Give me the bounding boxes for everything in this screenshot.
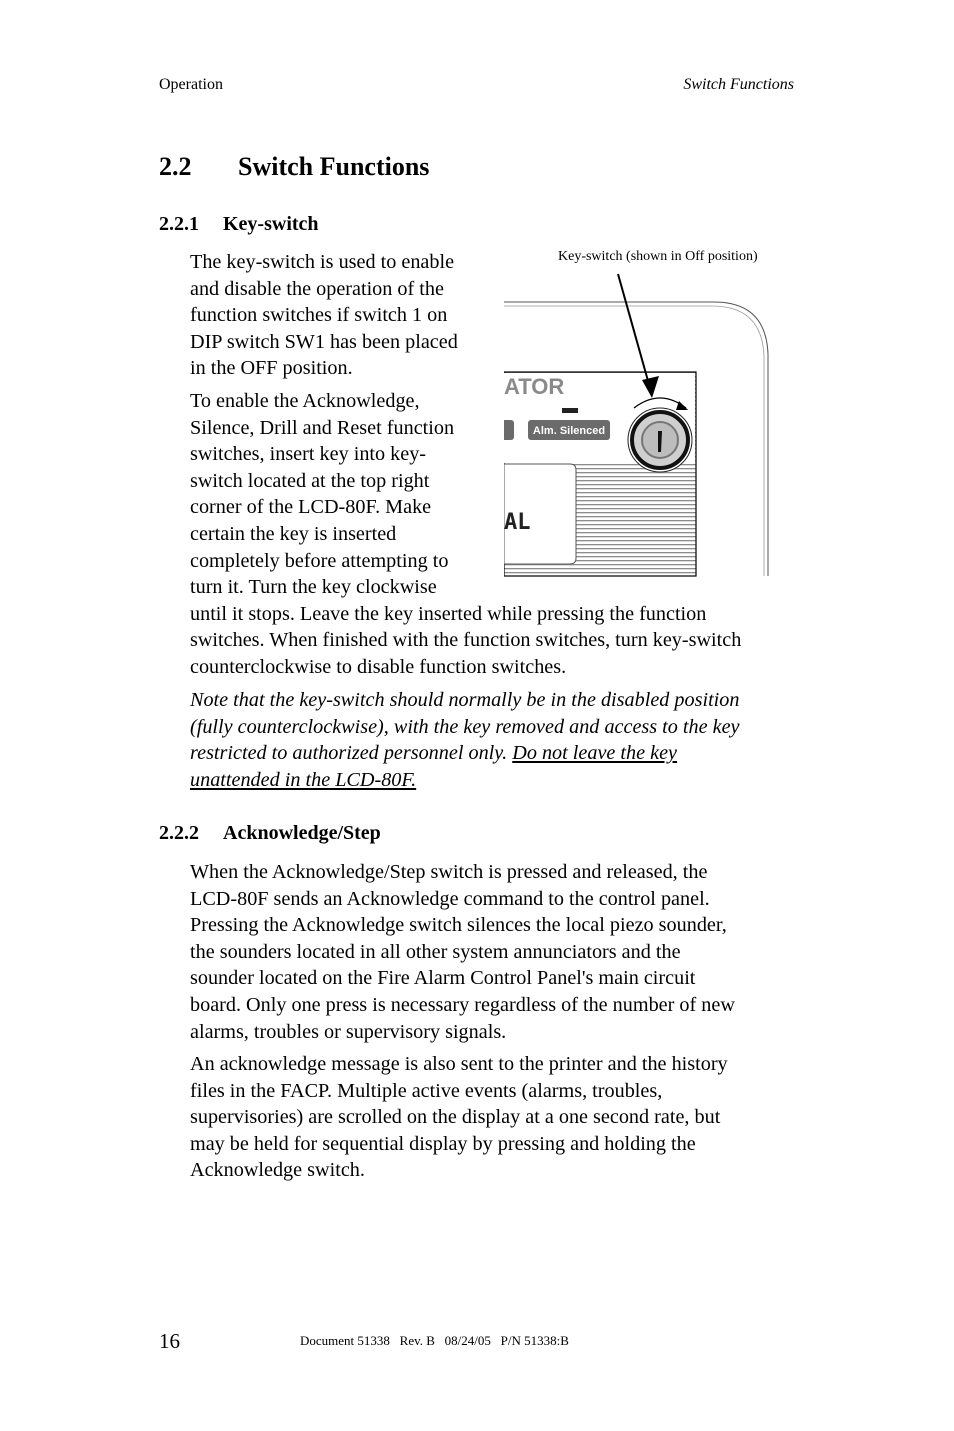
keyswitch-figure (504, 270, 784, 580)
panel-text-top: ATOR (504, 374, 565, 399)
text-line: The key-switch is used to enable (190, 251, 455, 273)
button-label: Alm. Silenced (532, 425, 606, 437)
text-line: and disable the operation of the (190, 277, 444, 300)
text-line: in the OFF position. (190, 357, 353, 380)
note-warning: unattended in the LCD-80F. (190, 768, 417, 791)
section-title-text: Switch Functions (238, 152, 430, 181)
page-number: 16 (159, 1329, 180, 1353)
text-line: certain the key is inserted (190, 522, 397, 545)
text-line (190, 767, 800, 794)
text-line: When the Acknowledge/Step switch is pressed and released, the (190, 861, 708, 883)
subsection-title: Acknowledge/Step (223, 822, 381, 844)
acknowledge-paragraph-1 (190, 859, 800, 1045)
keyswitch-note (190, 687, 800, 793)
text-line: the sounders located in all other system annunciators and the (190, 940, 681, 963)
text-line: Pressing the Acknowledge switch silences the local piezo sounder, (190, 914, 727, 937)
note-warning: Do not leave the key (512, 742, 678, 765)
text-line: counterclockwise to disable function switches. (190, 655, 567, 678)
section-title (159, 152, 429, 182)
figure-caption: Key-switch (shown in Off position) (558, 249, 758, 264)
acknowledge-paragraph-2 (190, 1051, 800, 1184)
text-line: may be held for sequential display by pressing and holding the (190, 1132, 696, 1155)
text-line: switches, insert key into key- (190, 443, 427, 466)
subsection-title: Key-switch (223, 213, 319, 235)
text-line: Note that the key-switch should normally be in the disabled position (190, 689, 740, 711)
lcd-panel-illustration (504, 270, 784, 580)
text-line: function switches if switch 1 on (190, 304, 448, 327)
text-line: until it stops. Leave the key inserted while pressing the function (190, 602, 707, 625)
text-line (190, 740, 800, 767)
subsection-number: 2.2.1 (159, 213, 199, 235)
text-line: board. Only one press is necessary regardless of the number of new (190, 993, 735, 1016)
header-right: Switch Functions (683, 76, 794, 93)
text-line: files in the FACP. Multiple active events (alarms, troubles, (190, 1079, 663, 1102)
subsection-heading-keyswitch (159, 213, 319, 236)
text-line: To enable the Acknowledge, (190, 390, 420, 412)
text-line: DIP switch SW1 has been placed (190, 330, 458, 353)
text-line: Silence, Drill and Reset function (190, 416, 455, 439)
text-line: sounder located on the Fire Alarm Control Panel's main circuit (190, 967, 696, 990)
subsection-heading-acknowledge (159, 822, 381, 845)
header-left: Operation (159, 76, 223, 93)
text-line: (fully counterclockwise), with the key removed and access to the key (190, 715, 740, 738)
text-line: alarms, troubles or supervisory signals. (190, 1020, 507, 1043)
text-line: supervisories) are scrolled on the display at a one second rate, but (190, 1106, 721, 1129)
panel-text-bottom: AL (504, 510, 531, 535)
subsection-number: 2.2.2 (159, 822, 199, 844)
text-line: turn it. Turn the key clockwise (190, 576, 437, 599)
text-line: corner of the LCD-80F. Make (190, 496, 432, 519)
text-line: LCD-80F sends an Acknowledge command to the control panel. (190, 887, 710, 910)
led-indicator (562, 408, 578, 413)
text-line: Acknowledge switch. (190, 1159, 365, 1182)
section-number: 2.2 (159, 152, 192, 181)
text-line: An acknowledge message is also sent to the printer and the history (190, 1053, 728, 1075)
text-line: switches. When finished with the function switches, turn key-switch (190, 629, 742, 652)
text-line: switch located at the top right (190, 469, 430, 492)
note-text: restricted to authorized personnel only. (190, 742, 513, 765)
pointer-arrow-icon (618, 274, 650, 388)
document-footer: Document 51338 Rev. B 08/24/05 P/N 51338:B (300, 1333, 569, 1348)
text-line: completely before attempting to (190, 549, 449, 572)
